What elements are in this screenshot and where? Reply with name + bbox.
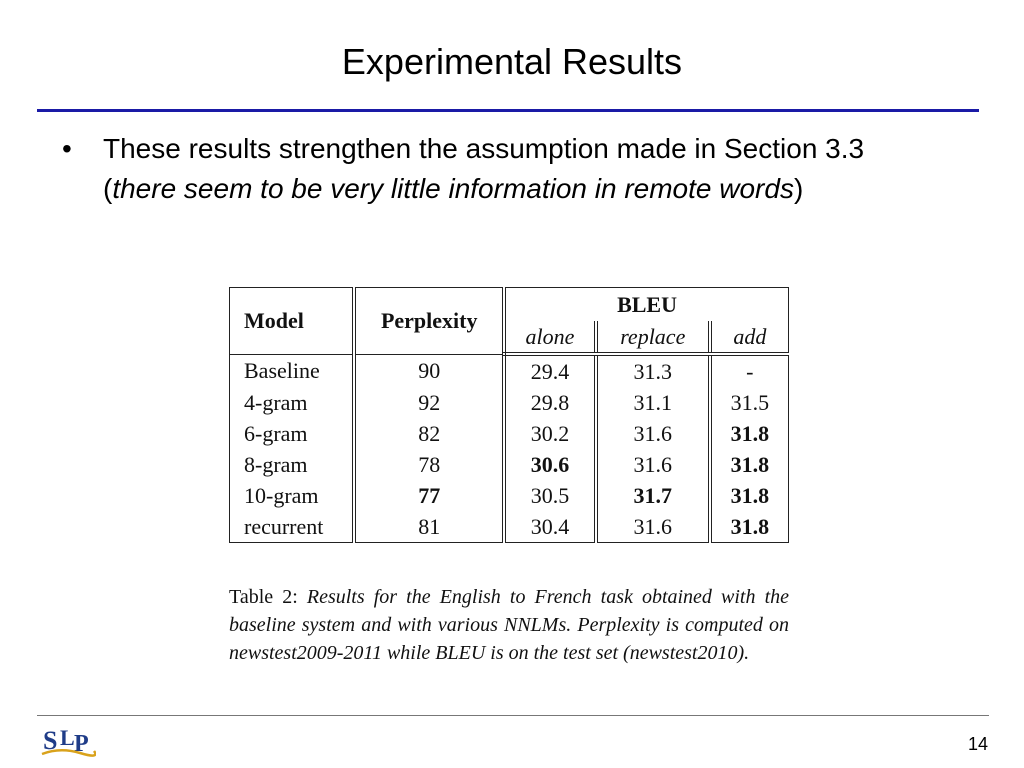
cell-alone: 30.2 [504,418,596,449]
cell-replace: 31.6 [596,449,710,480]
svg-text:P: P [74,731,89,757]
header-add: add [710,321,789,354]
cell-add: 31.8 [710,480,789,511]
table-row [230,387,789,418]
bullet-text-italic: there seem to be very little information in remote words [112,173,794,204]
cell-add: - [710,354,789,387]
cell-model: recurrent [230,511,355,543]
cell-perplexity: 77 [354,480,504,511]
cell-model: Baseline [230,354,355,387]
cell-alone: 30.4 [504,511,596,543]
svg-text:L: L [60,725,75,750]
cell-model: 10-gram [230,480,355,511]
cell-perplexity: 92 [354,387,504,418]
cell-add: 31.8 [710,449,789,480]
bullet-text-suffix: ) [793,173,804,204]
cell-replace: 31.1 [596,387,710,418]
table-row [230,354,789,387]
slp-logo [40,723,96,759]
bullet-text [103,129,943,209]
page-number: 14 [967,734,988,754]
cell-model: 6-gram [230,418,355,449]
cell-add: 31.8 [710,418,789,449]
cell-perplexity: 81 [354,511,504,543]
header-replace: replace [596,321,710,354]
table-row [230,480,789,511]
cell-perplexity: 78 [354,449,504,480]
svg-text:S: S [43,726,58,755]
table-row [230,418,789,449]
bullet-marker: • [62,133,72,164]
header-alone: alone [504,321,596,354]
cell-replace: 31.6 [596,511,710,543]
table-caption [229,583,789,667]
header-bleu: BLEU [504,288,788,322]
cell-alone: 29.4 [504,354,596,387]
caption-text: Results for the English to French task obtained with the baseline system and with various NNLMs. Perplexity is computed on newstest2009-2011 while BLEU is on the test set (newstest2010). [229,586,790,664]
title-divider [37,109,979,112]
results-table [229,287,789,543]
slide-title: Experimental Results [341,41,683,82]
cell-alone: 30.5 [504,480,596,511]
header-perplexity: Perplexity [354,288,504,355]
table-row [230,511,789,543]
cell-model: 4-gram [230,387,355,418]
cell-replace: 31.7 [596,480,710,511]
cell-alone: 30.6 [504,449,596,480]
cell-model: 8-gram [230,449,355,480]
cell-alone: 29.8 [504,387,596,418]
cell-replace: 31.3 [596,354,710,387]
table-row [230,449,789,480]
bullet-text-prefix: These results strengthen the assumption made in Section 3.3 ( [103,133,865,204]
footer-divider [37,715,989,716]
header-model: Model [230,288,355,355]
cell-add: 31.8 [710,511,789,543]
cell-replace: 31.6 [596,418,710,449]
cell-perplexity: 90 [354,354,504,387]
caption-label: Table 2: [229,586,298,608]
cell-perplexity: 82 [354,418,504,449]
cell-add: 31.5 [710,387,789,418]
